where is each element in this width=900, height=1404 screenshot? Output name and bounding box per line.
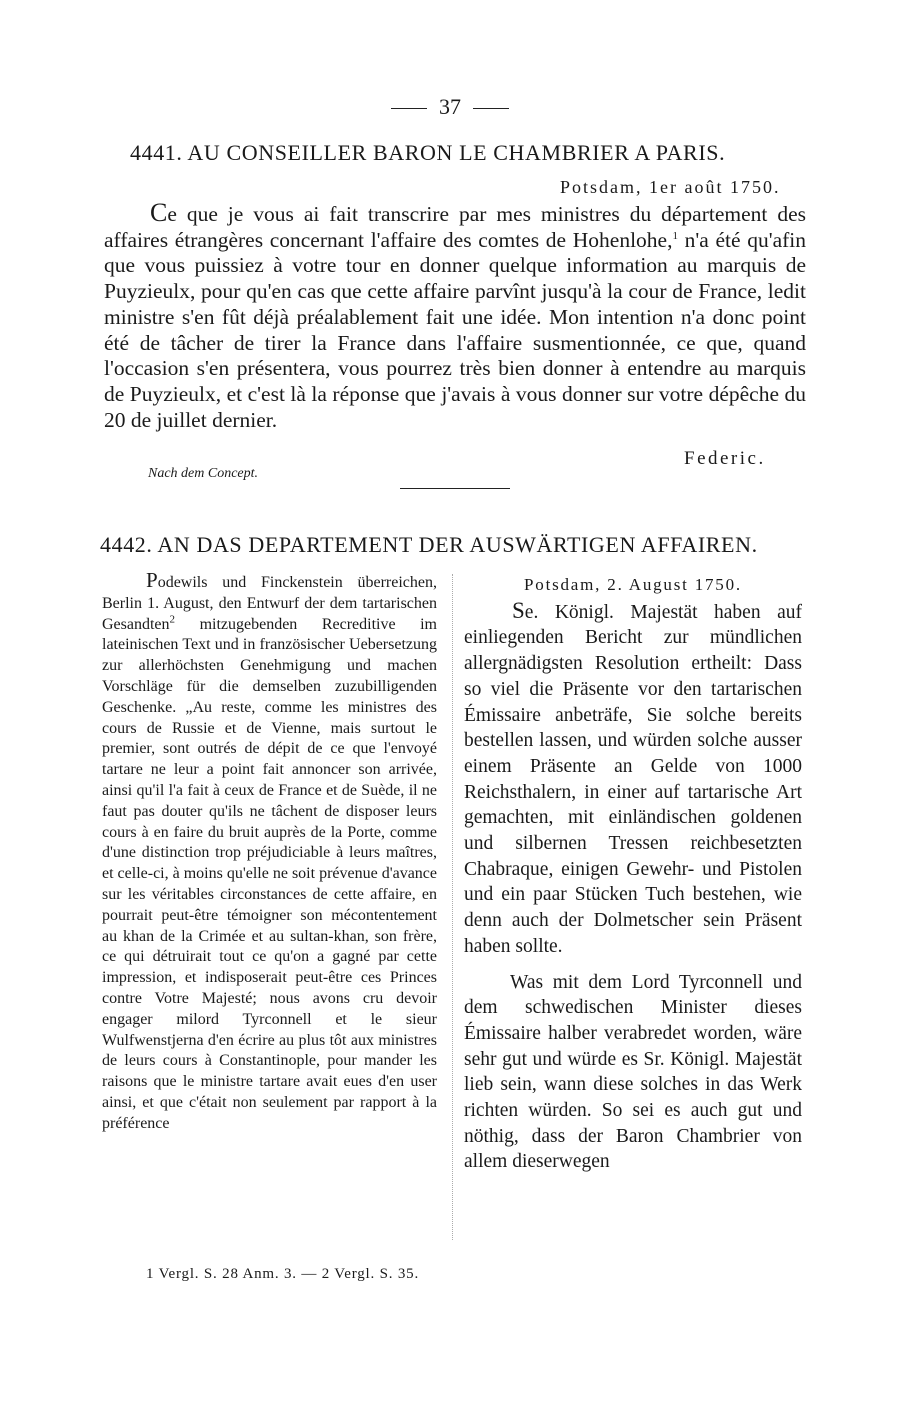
drop-letter-left: P	[146, 568, 158, 592]
letter-4441-text-continued: n'a été qu'afin que vous puissiez à votre tour en donner quelque information au marquis de Puyzieulx, pour qu'en cas que cette affaire parvînt jusqu'à la cour de France, ledit ministre s'en fût déjà préalablement fait une idée. Mon intention n'a donc point été de tâcher de tirer la France dans l'affaire susmentionnée, ce que, quand l'occasion s'en présentera, vous pourrez très bien donner à entendre au marquis de Puyzieulx, et c'est là la réponse que j'avais à vous donner sur votre dépêche du 20 de juillet dernier.	[104, 227, 806, 432]
page-number: 37	[439, 94, 461, 119]
summary-column	[102, 570, 437, 1135]
resolution-text-1: e. Königl. Majestät haben auf einliegenden Bericht zur mündlichen allergnädigsten Resolution ertheilt: Dass so viel die Präsente vor den tartarischen Émissaire anbeträfe, Sie solche bereits bestellen lassen, und würden solche ausser einem Präsente an Gelde von 1000 Reichsthalern, in einer auf tartarische Art gemachten, mit einländischen goldenen und silbernen Tressen reichbesetzten Chabraque, einigen Gewehr- und Pistolen und ein paar Stücken Tuch bestehen, wie denn auch der Dolmetscher sein Präsent haben sollte.	[464, 601, 802, 957]
signature: Federic.	[684, 448, 766, 469]
summary-text-continued: mitzugebenden Recreditive im lateinischen Text und in französischer Uebersetzung zur allerhöchsten Genehmigung und machen Vorschläge für die demselben zuzubilligenden Geschenke. „Au reste, comme les ministres des cours de Russie et de Vienne, mais surtout le premier, sont outrés de dépit de ce que l'envoyé tartare ne leur a point fait annoncer son arrivée, ainsi qu'il l'a fait à ceux de France et de Suède, il ne faut pas douter qu'ils ne tâchent de disposer leurs cours à en faire du bruit auprès de la Porte, comme d'une distinction trop préjudiciable à leurs maîtres, et celle-ci, à moins qu'elle ne soit prévenue d'avance sur les véritables circonstances de cette affaire, en pourrait peut-être témoigner son mécontentement au khan de la Crimée et au sultan-khan, son frère, ce qui détruirait tout ce qu'on a gagné par cette impression, et indisposerait peut-être ces Princes contre Votre Majesté; nous avons cru devoir engager milord Tyrconnell et le sieur Wulfwenstjerna d'en écrire au plus tôt aux ministres de leurs cours à Constantinople, pour mander les raisons que le ministre tartare avait eues d'en user ainsi, et que c'était non seulement par rapport à la préférence	[102, 615, 437, 1132]
footnote-ref-2: 2	[169, 613, 176, 626]
drop-letter: C	[150, 198, 168, 227]
resolution-column	[464, 572, 802, 1175]
footnote-ref-1: 1	[672, 229, 678, 242]
letter-4441-title: 4441. AU CONSEILLER BARON LE CHAMBRIER A PARIS.	[130, 140, 726, 165]
header-dash-right	[473, 108, 509, 109]
summary-text: odewils und Finckenstein überreichen, Berlin 1. August, den Entwurf der dem tartarischen Gesandten	[102, 574, 437, 633]
section-rule	[400, 488, 510, 489]
letter-4442-title: 4442. AN DAS DEPARTEMENT DER AUSWÄRTIGEN AFFAIREN.	[100, 532, 758, 557]
letter-4442-dateline: Potsdam, 2. August 1750.	[524, 575, 742, 594]
page-header	[0, 94, 900, 120]
drop-letter-right: S	[512, 597, 525, 623]
letter-4441-body	[104, 200, 806, 433]
letter-4441-dateline: Potsdam, 1er août 1750.	[560, 177, 781, 197]
footnotes: 1 Vergl. S. 28 Anm. 3. — 2 Vergl. S. 35.	[146, 1266, 420, 1282]
header-dash-left	[391, 108, 427, 109]
resolution-paragraph-1	[464, 598, 802, 960]
letter-4441-text: e que je vous ai fait transcrire par mes ministres du département des affaires étrangères concernant l'affaire des comtes de Hohenlohe,	[104, 202, 806, 252]
column-divider	[452, 574, 453, 1240]
source-note: Nach dem Concept.	[148, 466, 259, 481]
resolution-paragraph-2: Was mit dem Lord Tyrconnell und dem schwedischen Minister dieses Émissaire halber verabredet worden, wäre sehr gut und würde es Sr. Königl. Majestät lieb sein, wann diese solches in das Werk richten würden. So sei es auch gut und nöthig, dass der Baron Chambrier von allem dieserwegen	[464, 971, 802, 1173]
